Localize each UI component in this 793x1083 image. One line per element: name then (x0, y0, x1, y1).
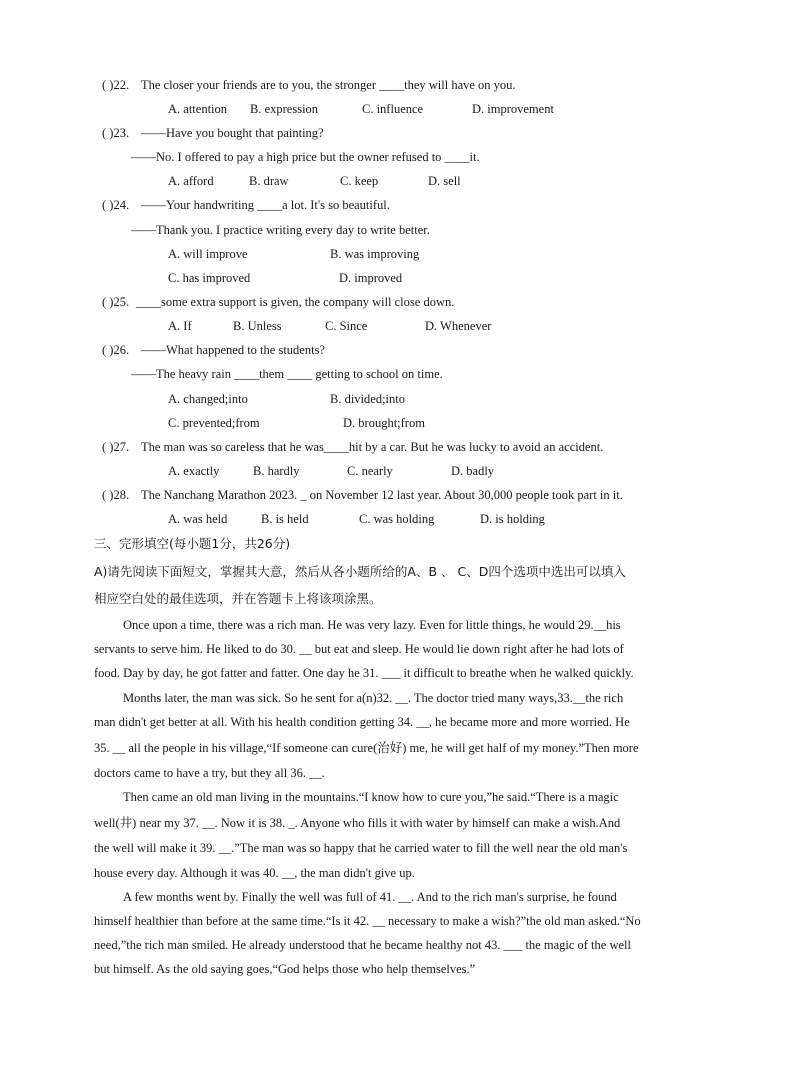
question-28-number: ( )28. (102, 488, 130, 502)
question-24-option-a: A. will improve (168, 247, 248, 261)
section-3-title: 三、完形填空(每小题1分，共26分) (94, 536, 291, 551)
question-26-stem: ——What happened to the students? (141, 343, 325, 357)
question-23-option-a: A. afford (168, 174, 214, 188)
question-22-option-d: D. improvement (472, 102, 554, 116)
question-27-option-c: C. nearly (347, 464, 393, 478)
question-25-option-b: B. Unless (233, 319, 282, 333)
question-26-number: ( )26. (102, 343, 130, 357)
passage-line-11: house every day. Although it was 40. __, the man didn't give up. (94, 866, 415, 880)
question-28-option-a: A. was held (168, 512, 228, 526)
question-27-option-d: D. badly (451, 464, 495, 478)
question-27-number: ( )27. (102, 440, 130, 454)
passage-line-4: Months later, the man was sick. So he sent for a(n)32. __. The doctor tried many ways,33.__the rich (123, 691, 624, 705)
question-23-number: ( )23. (102, 126, 130, 140)
question-25-option-a: A. If (168, 319, 192, 333)
passage-line-14: need,”the rich man smiled. He already understood that he became healthy not 43. ___ the magic of the well (94, 938, 631, 952)
question-24-option-b: B. was improving (330, 247, 420, 261)
question-23-response: ——No. I offered to pay a high price but the owner refused to ____it. (131, 150, 480, 164)
question-23-option-d: D. sell (428, 174, 461, 188)
question-24-option-c: C. has improved (168, 271, 251, 285)
question-26-option-c: C. prevented;from (168, 416, 260, 430)
passage-line-9: well(井) near my 37. __. Now it is 38. _. Anyone who fills it with water by himself can make a wish.And (94, 816, 621, 830)
section-3-instruction-line-1: A)请先阅读下面短文，掌握其大意，然后从各小题所给的A、B 、 C、D四个选项中选出可以填入 (94, 564, 626, 579)
passage-line-15: but himself. As the old saying goes,“God helps those who help themselves.” (94, 962, 476, 976)
question-27-option-b: B. hardly (253, 464, 300, 478)
question-22-option-b: B. expression (250, 102, 319, 116)
question-24-stem: ——Your handwriting ____a lot. It's so beautiful. (141, 198, 390, 212)
passage-line-12: A few months went by. Finally the well was full of 41. __. And to the rich man's surprise, he found (123, 890, 617, 904)
question-24-response: ——Thank you. I practice writing every day to write better. (131, 223, 430, 237)
question-22-option-a: A. attention (168, 102, 228, 116)
passage-line-2: servants to serve him. He liked to do 30. __ but eat and sleep. He would lie down right after he had lots of (94, 642, 624, 656)
question-24-number: ( )24. (102, 198, 130, 212)
question-27-stem: The man was so careless that he was____hit by a car. But he was lucky to avoid an accident. (141, 440, 604, 454)
passage-line-3: food. Day by day, he got fatter and fatter. One day he 31. ___ it difficult to breathe when he walked quickly. (94, 666, 634, 680)
question-26-option-a: A. changed;into (168, 392, 248, 406)
question-23-stem: ——Have you bought that painting? (141, 126, 324, 140)
passage-line-13: himself healthier than before at the same time.“Is it 42. __ necessary to make a wish?”the old man asked.“No (94, 914, 641, 928)
question-25-number: ( )25. (102, 295, 130, 309)
question-24-option-d: D. improved (339, 271, 403, 285)
passage-line-8: Then came an old man living in the mountains.“I know how to cure you,”he said.“There is a magic (123, 790, 619, 804)
question-22-stem: The closer your friends are to you, the stronger ____they will have on you. (141, 78, 516, 92)
question-26-option-b: B. divided;into (330, 392, 405, 406)
question-23-option-b: B. draw (249, 174, 289, 188)
section-3-instruction-line-2: 相应空白处的最佳选项，并在答题卡上将该项涂黑。 (94, 591, 382, 606)
question-23-option-c: C. keep (340, 174, 379, 188)
question-28-option-b: B. is held (261, 512, 309, 526)
question-26-response: ——The heavy rain ____them ____ getting to school on time. (131, 367, 443, 381)
question-26-option-d: D. brought;from (343, 416, 425, 430)
question-28-stem: The Nanchang Marathon 2023. _ on November 12 last year. About 30,000 people took part in it. (141, 488, 623, 502)
question-22-number: ( )22. (102, 78, 130, 92)
passage-line-6: 35. __ all the people in his village,“If someone can cure(治好) me, he will get half of my money.”Then more (94, 741, 639, 755)
passage-line-1: Once upon a time, there was a rich man. He was very lazy. Even for little things, he would 29.__his (123, 618, 621, 632)
passage-line-5: man didn't get better at all. With his health condition getting 34. __, he became more and more worried. He (94, 715, 630, 729)
question-22-option-c: C. influence (362, 102, 424, 116)
passage-line-7: doctors came to have a try, but they all 36. __. (94, 766, 325, 780)
question-28-option-d: D. is holding (480, 512, 545, 526)
passage-line-10: the well will make it 39. __.”The man was so happy that he carried water to fill the well near the old man's (94, 841, 628, 855)
question-28-option-c: C. was holding (359, 512, 435, 526)
question-25-option-d: D. Whenever (425, 319, 492, 333)
question-27-option-a: A. exactly (168, 464, 220, 478)
question-25-stem: ____some extra support is given, the company will close down. (136, 295, 455, 309)
question-25-option-c: C. Since (325, 319, 368, 333)
